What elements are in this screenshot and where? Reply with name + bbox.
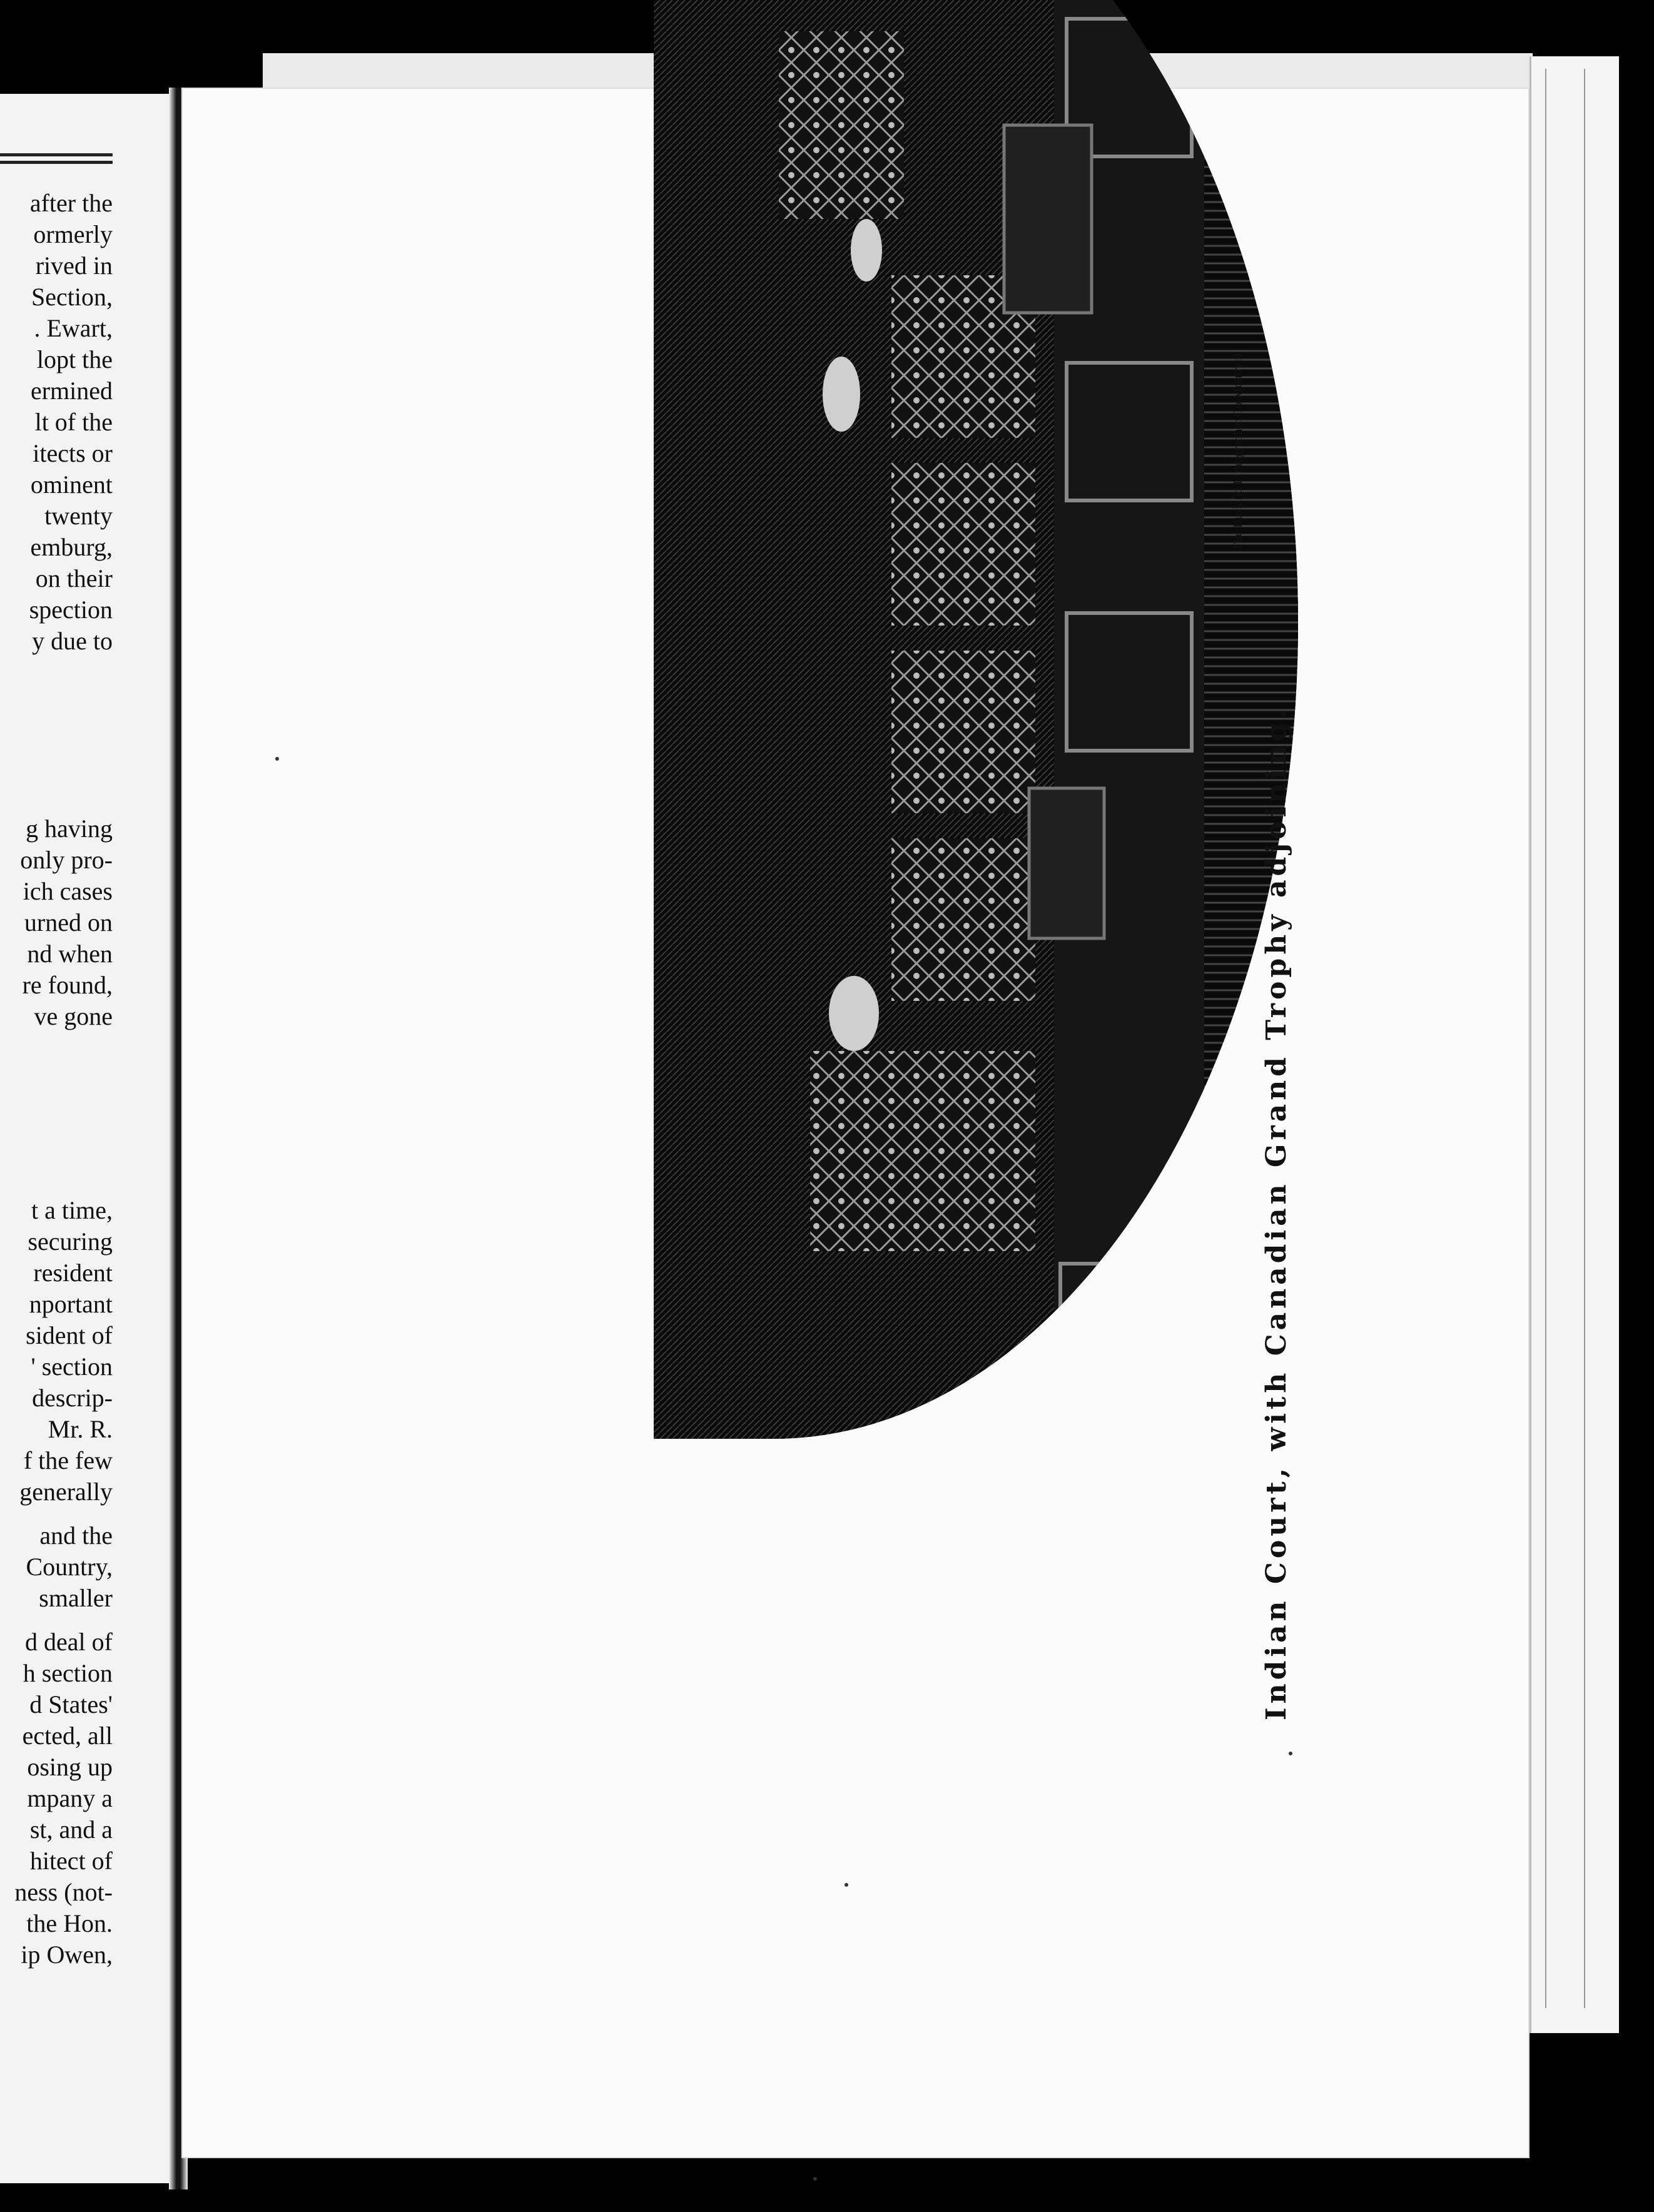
lattice-panel	[891, 463, 1035, 626]
text-block-1	[0, 188, 113, 657]
text-line: osing up	[27, 1753, 113, 1781]
text-line: re found,	[22, 971, 113, 999]
column-rule	[0, 161, 113, 164]
text-line: ominent	[30, 470, 113, 499]
ink-speck	[813, 2177, 817, 2181]
text-line: ' section	[31, 1352, 113, 1381]
text-line: hitect of	[29, 1847, 113, 1875]
text-line: resident	[33, 1259, 113, 1287]
text-line: . Ewart,	[34, 314, 113, 342]
arch-window	[829, 976, 879, 1051]
text-line: ip Owen,	[21, 1941, 113, 1969]
lattice-panel	[810, 1051, 1035, 1251]
text-line: the Hon.	[26, 1909, 113, 1937]
figure	[1085, 1326, 1154, 1364]
text-line: nportant	[29, 1290, 113, 1318]
text-line: and the	[39, 1521, 113, 1550]
engraving-art	[654, 0, 1298, 1439]
ink-speck	[1289, 1752, 1292, 1755]
page-edge-inner	[1545, 69, 1585, 2008]
text-line: spection	[29, 596, 113, 624]
text-line: securing	[28, 1227, 113, 1256]
lattice-panel	[779, 31, 904, 219]
column-rule	[0, 153, 113, 156]
figure	[1042, 1320, 1092, 1370]
text-line: smaller	[39, 1584, 113, 1612]
left-page-text	[0, 188, 113, 1971]
left-page	[0, 94, 181, 2183]
pavilion	[1004, 125, 1092, 313]
text-line: rived in	[35, 251, 113, 280]
text-line: st, and a	[29, 1815, 113, 1844]
text-line: nd when	[27, 940, 113, 968]
text-line: f the few	[23, 1446, 113, 1474]
text-line: ected, all	[22, 1722, 113, 1750]
text-line: mpany a	[27, 1784, 113, 1812]
text-line: d deal of	[25, 1628, 113, 1656]
text-line: d States'	[29, 1690, 113, 1718]
indian-court-engraving	[654, 0, 1298, 1439]
lattice-panel	[891, 651, 1035, 813]
text-line: y due to	[32, 627, 113, 655]
text-line: on their	[35, 564, 113, 592]
text-line: twenty	[44, 502, 113, 530]
text-line: ich cases	[23, 877, 113, 905]
text-block-5	[0, 1626, 113, 1971]
lattice-panel	[891, 838, 1035, 1001]
text-line: Section,	[31, 283, 113, 311]
text-block-4	[0, 1520, 113, 1614]
text-line: urned on	[24, 908, 113, 936]
text-line: sident of	[26, 1321, 113, 1349]
text-line: ermined	[30, 377, 113, 405]
engraving-caption: Indian Court, with Canadian Grand Trophy adjoining.	[1261, 704, 1292, 1720]
ink-speck	[845, 1883, 848, 1887]
lithographer-credit: The Burland Lithographic Co Montreal	[1231, 353, 1245, 550]
pavilion	[1029, 788, 1104, 938]
text-line: g having	[26, 814, 113, 843]
text-line: Mr. R.	[48, 1415, 113, 1443]
text-line: generally	[19, 1478, 113, 1506]
text-line: ormerly	[33, 220, 113, 248]
text-line: lt of the	[34, 408, 113, 436]
text-line: Country,	[26, 1553, 113, 1581]
ink-speck	[275, 757, 279, 761]
text-line: h section	[23, 1659, 113, 1687]
text-line: ness (not-	[14, 1878, 113, 1906]
text-line: lopt the	[36, 345, 113, 373]
text-line: emburg,	[30, 533, 113, 561]
text-line: after the	[29, 189, 113, 217]
arch-window	[851, 219, 882, 282]
text-block-3	[0, 1195, 113, 1508]
text-line: itects or	[33, 439, 113, 467]
text-line: descrip-	[32, 1384, 113, 1412]
arch-window	[823, 357, 860, 432]
text-line: only pro-	[20, 846, 113, 874]
text-line: ve gone	[34, 1002, 113, 1030]
text-block-2	[0, 813, 113, 1032]
text-line: t a time,	[31, 1196, 113, 1224]
